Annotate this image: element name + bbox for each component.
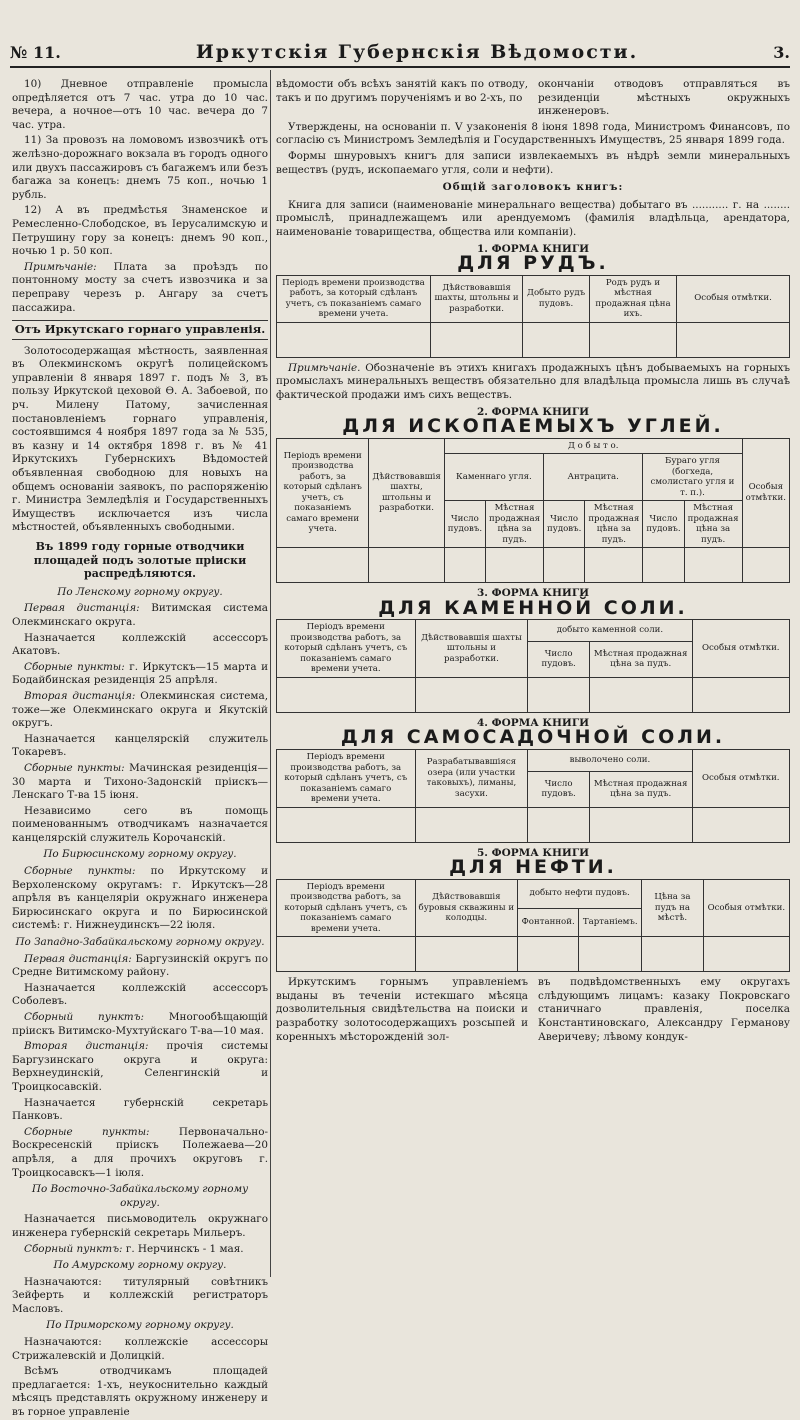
form-table-rock-salt xyxy=(276,619,790,713)
assignment: Назначается коллежскій ассессоръ Соболевъ. xyxy=(12,981,268,1008)
assignment: Назначаются: коллежскіе ассессоры Стрижалевскій и Долицкій. xyxy=(12,1336,268,1362)
district-entry: Вторая дистанція: Олекминская система, тоже—же Олекминскаго округа и Якутскій округъ. xyxy=(12,689,269,730)
table-header: Мѣстная продажная цѣна за пудъ. xyxy=(585,501,643,548)
note: Примѣчаніе. Обозначеніе въ этихъ книгахъ продажныхъ цѣнъ добываемыхъ на горныхъ промыслахъ минеральныхъ веществъ обязательно для владѣльца промысла лишь въ случаѣ фактической продажи имъ сихъ веществъ. xyxy=(276,361,790,401)
table-header: Дѣйствовавшія шахты, штольны и разработки. xyxy=(430,275,522,322)
table-header: Періодъ времени производства работъ, за который сдѣланъ учетъ, съ показаніемъ самаго времени учета. xyxy=(277,620,416,678)
assignment: Назначается коллежскій ассессоръ Акатовъ. xyxy=(12,631,268,658)
form-label: 4. ФОРМА КНИГИ xyxy=(476,716,589,729)
paragraph: вѣдомости объ всѣхъ занятій какъ по отводу, такъ и по другимъ порученіямъ и во 2-хъ, по xyxy=(276,78,528,104)
table-header: Дѣйствовавшія шахты, штольны и разработки. xyxy=(369,438,444,548)
table-header: Особыя отмѣтки. xyxy=(703,879,789,937)
paragraph: окончаніи отводовъ отправляться въ резиденціи мѣстныхъ окружныхъ инженеровъ. xyxy=(538,78,790,118)
assignment: Назначается губернскій секретарь Панковъ. xyxy=(12,1096,268,1123)
table-header: Цѣна за пудъ на мѣстѣ. xyxy=(642,879,704,937)
section-title: Отъ Иркутскаго горнаго управленія. xyxy=(12,320,268,340)
common-title: Общій заголовокъ книгъ: xyxy=(442,181,624,194)
table-header: Особыя отмѣтки. xyxy=(677,275,790,322)
table-header: добыто каменной соли. xyxy=(528,620,692,641)
right-column xyxy=(276,78,790,1279)
table-header: Мѣстная продажная цѣна за пудъ. xyxy=(486,501,544,548)
form-title: ДЛЯ КАМЕННОЙ СОЛИ. xyxy=(378,596,688,619)
table-header: Число пудовъ. xyxy=(528,771,590,807)
okrug-heading: По Амурскому горному округу. xyxy=(53,1259,227,1272)
table-header: Бураго угля (богхеда, смолистаго угля и т. п.). xyxy=(643,454,742,501)
table-header: Особыя отмѣтки. xyxy=(692,620,790,678)
page-header xyxy=(10,38,790,68)
collection-points: Сборные пункты: г. Иркутскъ—15 марта и Бодайбинская резиденція 25 апрѣля. xyxy=(12,660,269,687)
form-table-self-settling-salt xyxy=(276,749,790,843)
table-header: Число пудовъ. xyxy=(528,641,590,677)
paragraph: Всѣмъ отводчикамъ площадей предлагается: 1-хъ, неукоснительно каждый мѣсяцъ представлять окружному инженеру и въ горное управленіе xyxy=(12,1365,268,1419)
note-text: Плата за проѣздъ по понтонному мосту за счетъ извозчика и за переправу черезъ р. Ангару за счетъ пассажира. xyxy=(12,260,268,314)
table-header: Число пудовъ. xyxy=(643,501,684,548)
table-header: Число пудовъ. xyxy=(444,501,485,548)
paragraph: Независимо сего въ помощь поименованнымъ отводчикамъ назначается канцелярскій служитель Корочанскій. xyxy=(12,804,268,844)
paragraph: Формы шнуровыхъ книгъ для записи извлекаемыхъ въ нѣдрѣ земли минеральныхъ веществъ (рудъ, ископаемаго угля, соли и нефти). xyxy=(276,149,790,176)
table-header: Періодъ времени производства работъ, за который сдѣланъ учетъ, съ показаніемъ самаго времени учета. xyxy=(277,275,431,322)
paragraph: Утверждены, на основаніи п. V узаконенія 8 іюня 1898 года, Министромъ Финансовъ, по согласію съ Министромъ Земледѣлія и Государственныхъ Имуществъ, 25 января 1899 года. xyxy=(276,120,790,147)
okrug-heading: По Восточно-Забайкальскому горному округу. xyxy=(31,1183,249,1209)
table-header: Добыто рудъ пудовъ. xyxy=(523,275,590,322)
form-title: ДЛЯ САМОСАДОЧНОЙ СОЛИ. xyxy=(340,726,726,749)
okrug-heading: По Приморскому горному округу. xyxy=(46,1319,234,1332)
district-entry: Первая дистанція: Баргузинскій округъ по Средне Витимскому району. xyxy=(12,952,268,979)
newspaper-title: Иркутскія Губернскія Вѣдомости. xyxy=(195,41,639,63)
table-header: Фонтанной. xyxy=(518,908,579,937)
form-title: ДЛЯ ИСКОПАЕМЫХЪ УГЛЕЙ. xyxy=(342,415,724,438)
table-header: Особыя отмѣтки. xyxy=(742,438,789,548)
paragraph: 10) Дневное отправленіе промысла опредѣляется отъ 7 час. утра до 10 час. вечера, а ночное—отъ 10 час. вечера до 7 час. утра. xyxy=(12,78,268,131)
okrug-heading: По Западно-Забайкальскому горному округу. xyxy=(15,936,265,949)
form-label: 3. ФОРМА КНИГИ xyxy=(476,587,589,600)
left-column xyxy=(12,78,269,1419)
table-header: Мѣстная продажная цѣна за пудъ. xyxy=(589,771,692,807)
table-header: выволочено соли. xyxy=(528,750,692,771)
paragraph: 11) За провозъ на ломовомъ извозчикѣ отъ желѣзно-дорожнаго вокзала въ городъ одного или двухъ пассажировъ съ багажемъ или безъ багажа за конецъ: днемъ 75 коп., ночью 1 рубль. xyxy=(12,134,268,201)
form-label: 5. ФОРМА КНИГИ xyxy=(476,846,589,859)
table-header: Тартаніемъ. xyxy=(579,908,642,937)
table-header: Періодъ времени производства работъ, за который сдѣланъ учетъ, съ показаніемъ самаго времени учета. xyxy=(277,879,416,937)
note-label: Примѣчаніе: xyxy=(24,260,97,273)
paragraph: въ подвѣдомственныхъ ему округахъ слѣдующимъ лицамъ: казаку Покровскаго станичнаго правленія, поселка Константиновскаго, Александру Германову Аверичеву; лѣвому кондук- xyxy=(538,976,790,1043)
table-header: Антрацита. xyxy=(544,454,643,501)
table-header: Д о б ы т о. xyxy=(444,438,742,454)
form-title: ДЛЯ НЕФТИ. xyxy=(449,856,617,879)
top-continuation xyxy=(276,78,790,121)
table-header: Особыя отмѣтки. xyxy=(692,750,790,808)
okrug-heading: По Бирюсинскому горному округу. xyxy=(43,848,237,861)
paragraph: Иркутскимъ горнымъ управленіемъ выданы въ теченіи истекшаго мѣсяца дозволительныя свидѣтельства на поиски и разработку золотосодержащихъ розсыпей и коренныхъ мѣсторожденій зол- xyxy=(276,976,528,1043)
table-header: Разрабатывавшіяся озера (или участки таковыхъ), лиманы, засухи. xyxy=(415,750,528,808)
collection-points: Сборные пункты: Первоначально-Воскресенскій пріискъ Полежаева—20 апрѣля, а для прочихъ округовъ г. Троицкосавскъ—1 іюля. xyxy=(12,1125,268,1179)
assignment: Назначаются: титулярный совѣтникъ Зейферть и коллежскій регистраторъ Масловъ. xyxy=(12,1275,268,1315)
table-header: Мѣстная продажная цѣна за пудъ. xyxy=(589,641,692,677)
form-label: 1. ФОРМА КНИГИ xyxy=(476,242,589,255)
note xyxy=(12,261,268,315)
page-number: 3. xyxy=(773,42,790,62)
table-header: Мѣстная продажная цѣна за пудъ. xyxy=(684,501,742,548)
table-header: Родъ рудъ и мѣстная продажная цѣна ихъ. xyxy=(589,275,676,322)
table-header: Каменнаго угля. xyxy=(444,454,543,501)
collection-points: Сборный пунктъ: Многообѣщающій пріискъ Витимско-Мухтуйскаго Т-ва—10 мая. xyxy=(12,1011,268,1037)
collection-points: Сборный пунктъ: г. Нерчинскъ - 1 мая. xyxy=(24,1242,244,1255)
collection-points: Сборные пункты: по Иркутскому и Верхоленскому округамъ: г. Иркутскъ—28 апрѣля въ канцеляріи окружнаго инженера Бирюсинскаго округа и по Бирюсинской системѣ: г. Нижнеудинскъ—22 іюля. xyxy=(12,865,268,932)
paragraph: 12) А въ предмѣстья Знаменское и Ремесленно-Слободское, въ Іерусалимскую и Петрушину гору за конецъ: днемъ 90 коп., ночью 1 р. 50 коп. xyxy=(12,204,268,258)
district-entry: Вторая дистанція: прочія системы Баргузинскаго округа и округа: Верхнеудинскій, Селенгинскій и Троицкосавскій. xyxy=(12,1040,268,1093)
paragraph: Книга для записи (наименованіе минеральнаго вещества) добытаго въ ........... г. на ........ промыслѣ, принадлежащемъ или арендуемомъ (фамилія владѣльца, арендатора, наименованіе товарищества, общества или компаніи). xyxy=(276,198,790,238)
table-header: Періодъ времени производства работъ, за который сдѣланъ учетъ, съ показаніемъ самаго времени учета. xyxy=(277,750,416,808)
table-header: добыто нефти пудовъ. xyxy=(518,879,642,908)
table-header: Періодъ времени производства работъ, за который сдѣланъ учетъ, съ показаніемъ самаго времени учета. xyxy=(277,438,369,548)
bottom-text xyxy=(276,976,790,1046)
table-header: Дѣйствовавшія буровыя скважины и колодцы. xyxy=(415,879,518,937)
okrug-heading: По Ленскому горному округу. xyxy=(57,585,223,598)
district-entry: Первая дистанція: Витимская система Олекминскаго округа. xyxy=(12,602,268,628)
assignment: Назначается канцелярскій служитель Токаревъ. xyxy=(12,732,268,759)
table-header: Число пудовъ. xyxy=(544,501,585,548)
paragraph: Золотосодержащая мѣстность, заявленная въ Олекминскомъ округѣ полицейскомъ управленіи 8 января 1897 г. подъ № 3, въ пользу Иркутской цеховой Ѳ. А. Забоевой, по рч. Милену Патому, зачисленная постановленіемъ горнаго управленія, состоявшимся 4 ноября 1897 года за № 535, въ казну и 14 октября 1898 г. въ № 41 Иркутскихъ Губернскихъ Вѣдомостей объявленная свободною для новыхъ на общемъ основаніи заявокъ, по распоряженію г. Министра Земледѣлія и Государственныхъ Имуществъ исключается изъ числа мѣстностей, объявленныхъ свободными. xyxy=(12,344,268,534)
section-heading: Въ 1899 году горные отводчики площадей подъ золотые пріиски распредѣляются. xyxy=(33,540,247,581)
assignment: Назначается письмоводитель окружнаго инженера губернскій секретарь Мильеръ. xyxy=(12,1213,268,1239)
form-table-coal xyxy=(276,438,790,584)
form-table-oil xyxy=(276,879,790,973)
table-header: Дѣйствовавшія шахты штольны и разработки. xyxy=(415,620,528,678)
form-title: ДЛЯ РУДЪ. xyxy=(457,252,609,275)
form-table-ore xyxy=(276,275,790,358)
form-label: 2. ФОРМА КНИГИ xyxy=(476,405,589,418)
column-divider xyxy=(270,70,271,1277)
issue-number: № 11. xyxy=(10,42,61,62)
collection-points: Сборные пункты: Мачинская резиденція—30 марта и Тихоно-Задонскій пріискъ—Ленскаго Т-ва 15 іюня. xyxy=(12,761,268,802)
